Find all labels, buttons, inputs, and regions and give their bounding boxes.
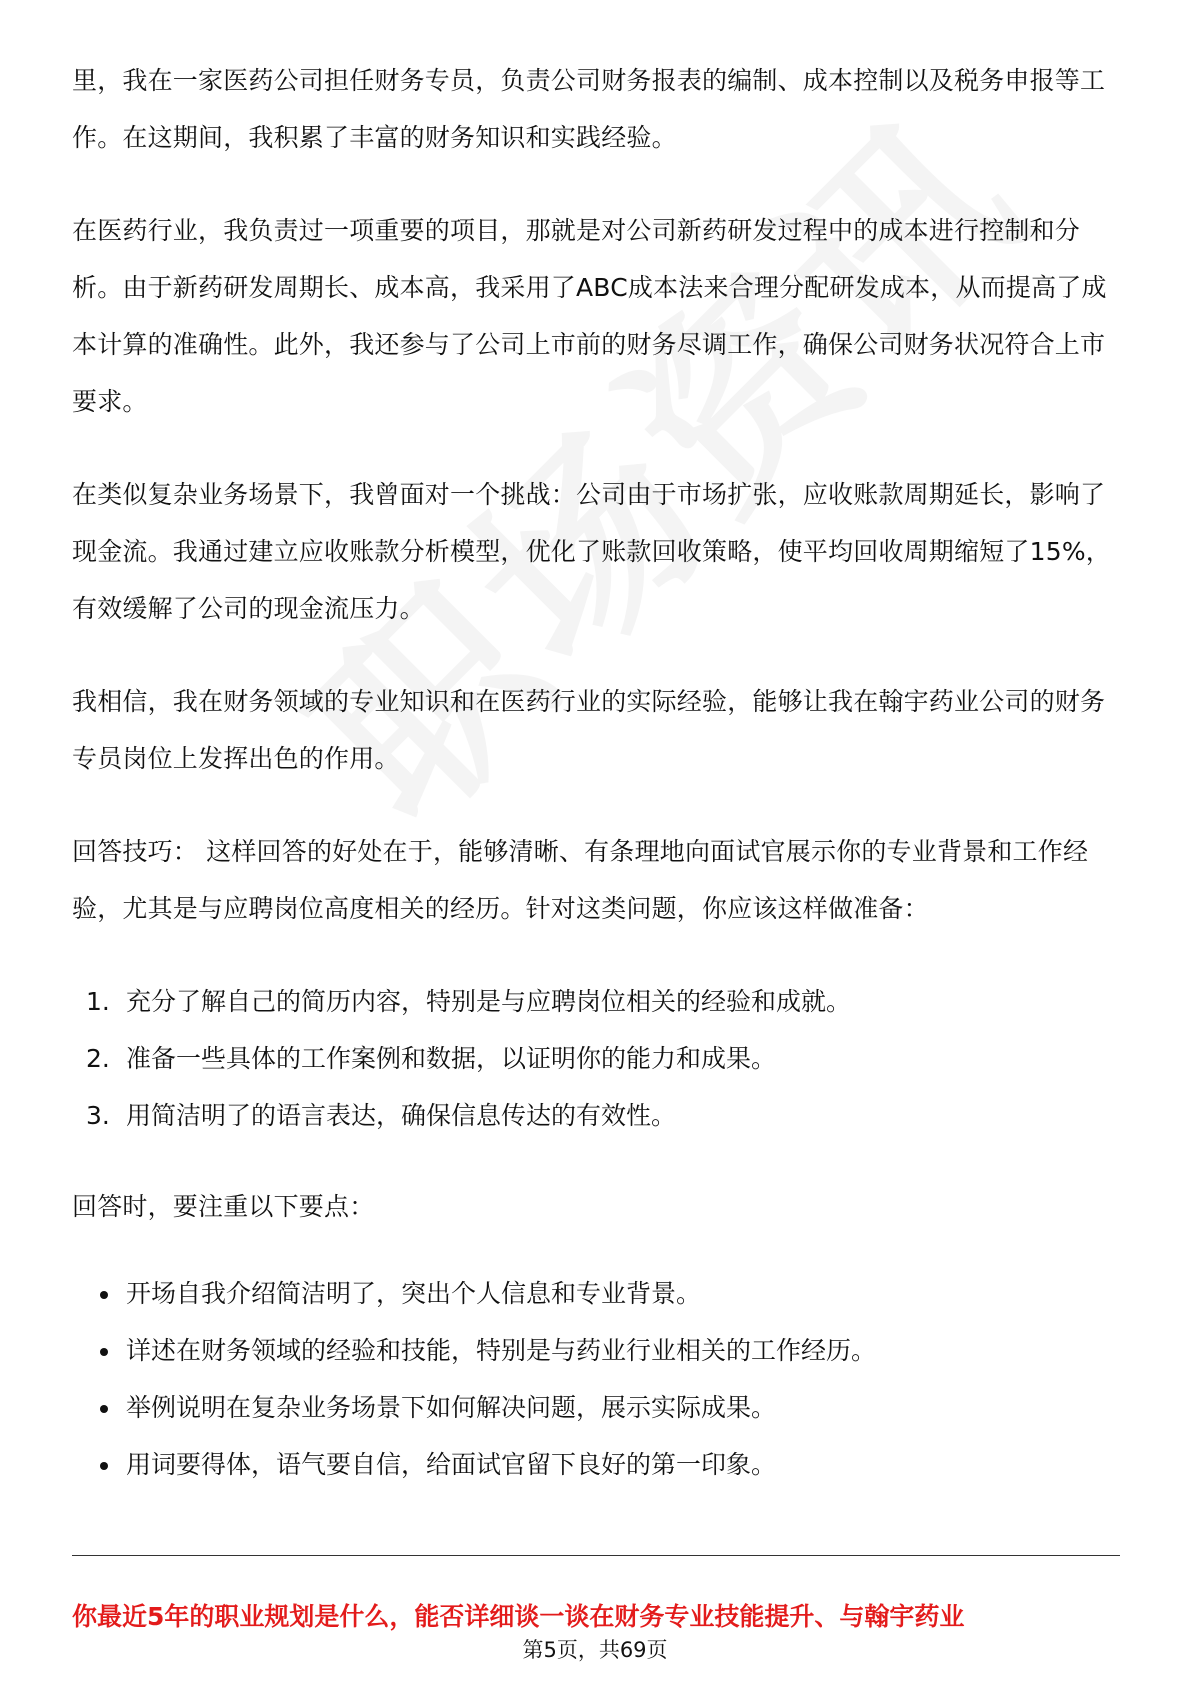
points-intro: 回答时，要注重以下要点： [72, 1192, 375, 1221]
bullet-text: 用词要得体，语气要自信，给面试官留下良好的第一印象。 [126, 1450, 777, 1479]
next-question-heading: 你最近5年的职业规划是什么，能否详细谈一谈在财务专业技能提升、与翰宇药业 [72, 1602, 965, 1631]
list-number: 2. [86, 1044, 110, 1073]
bullet-icon [100, 1348, 108, 1356]
paragraph-experience: 里，我在一家医药公司担任财务专员，负责公司财务报表的编制、成本控制以及税务申报等工作。在这期间，我积累了丰富的财务知识和实践经验。 [72, 66, 1106, 152]
bullet-text: 开场自我介绍简洁明了，突出个人信息和专业背景。 [126, 1279, 702, 1308]
bullet-text: 详述在财务领域的经验和技能，特别是与药业行业相关的工作经历。 [126, 1336, 877, 1365]
paragraph-challenge: 在类似复杂业务场景下，我曾面对一个挑战：公司由于市场扩张，应收账款周期延长，影响了现金流。我通过建立应收账款分析模型，优化了账款回收策略，使平均回收周期缩短了15%，有效缓解了公司的现金流压力。 [72, 480, 1111, 623]
list-number: 1. [86, 987, 110, 1016]
bullet-icon [100, 1291, 108, 1299]
list-number: 3. [86, 1101, 110, 1130]
bullet-icon [100, 1405, 108, 1413]
key-points-list [72, 1265, 1122, 1493]
list-item [72, 1030, 1122, 1087]
section-divider [72, 1555, 1120, 1556]
paragraph-project: 在医药行业，我负责过一项重要的项目，那就是对公司新药研发过程中的成本进行控制和分析。由于新药研发周期长、成本高，我采用了ABC成本法来合理分配研发成本，从而提高了成本计算的准确性。此外，我还参与了公司上市前的财务尽调工作，确保公司财务状况符合上市要求。 [72, 216, 1107, 416]
list-item-text: 准备一些具体的工作案例和数据，以证明你的能力和成果。 [126, 1044, 777, 1073]
bullet-icon [100, 1462, 108, 1470]
bullet-item [72, 1322, 1122, 1379]
list-item [72, 973, 1122, 1030]
bullet-item [72, 1436, 1122, 1493]
bullet-item [72, 1379, 1122, 1436]
page-number: 第5页，共69页 [522, 1638, 668, 1662]
list-item [72, 1087, 1122, 1144]
preparation-list [72, 973, 1122, 1144]
bullet-item [72, 1265, 1122, 1322]
list-item-text: 用简洁明了的语言表达，确保信息传达的有效性。 [126, 1101, 677, 1130]
paragraph-belief: 我相信，我在财务领域的专业知识和在医药行业的实际经验，能够让我在翰宇药业公司的财务专员岗位上发挥出色的作用。 [72, 687, 1106, 773]
paragraph-answer-tips: 回答技巧： 这样回答的好处在于，能够清晰、有条理地向面试官展示你的专业背景和工作经验，尤其是与应聘岗位高度相关的经历。针对这类问题，你应该这样做准备： [72, 837, 1089, 923]
list-item-text: 充分了解自己的简历内容，特别是与应聘岗位相关的经验和成就。 [126, 987, 852, 1016]
main-content [72, 52, 1122, 1493]
bullet-text: 举例说明在复杂业务场景下如何解决问题，展示实际成果。 [126, 1393, 777, 1422]
